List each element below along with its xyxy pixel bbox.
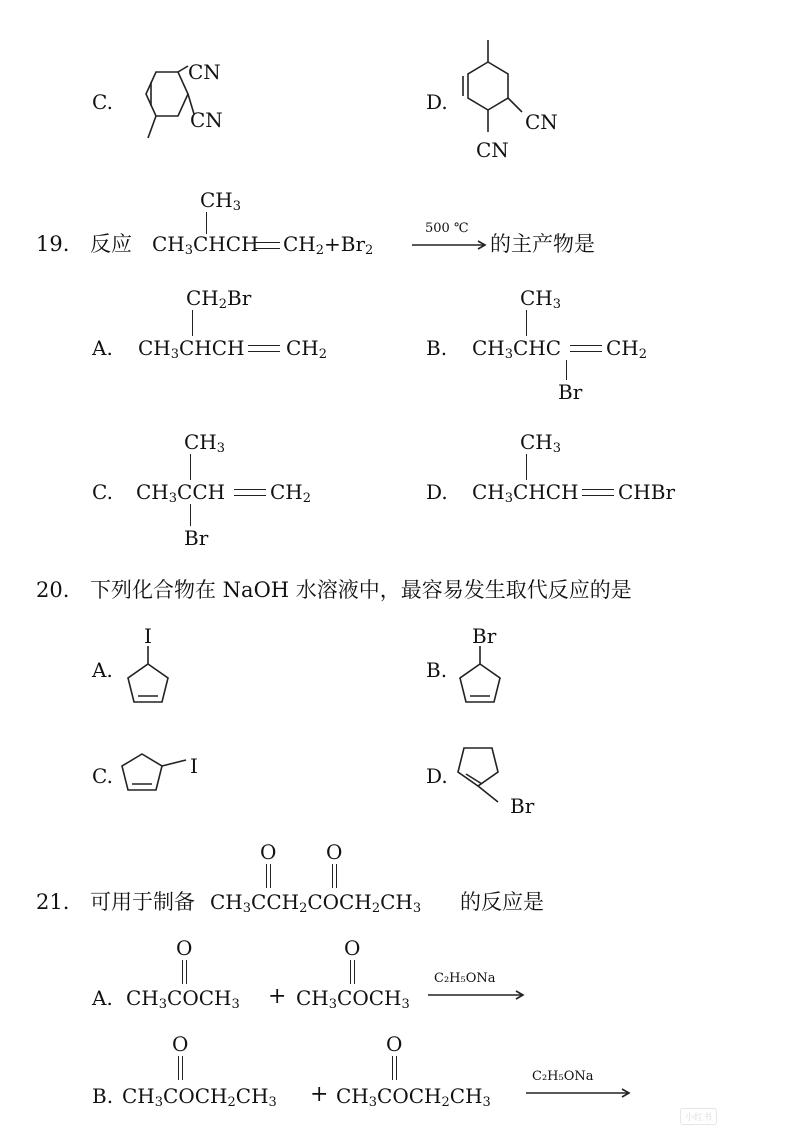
q21-b-catalyst: C₂H₅ONa (532, 1069, 594, 1084)
q19-d-double-bond (582, 489, 614, 496)
q19-c-methyl: $CH_3$ (184, 430, 226, 456)
q21-b-co-bond-1 (178, 1056, 183, 1080)
q21-a-oxygen-2: O (344, 936, 361, 960)
q19-option-c-label: C. (92, 480, 113, 504)
q21-b-arrow (526, 1088, 636, 1100)
q19-b-methyl: $CH_3$ (520, 286, 562, 312)
q19-c-bond-bottom (190, 504, 191, 526)
q21-a-plus: + (268, 984, 287, 1009)
q18-option-d-label: D. (426, 90, 448, 114)
q20-option-a-ring (118, 644, 188, 714)
q20-option-b-ring (450, 644, 520, 714)
q21-oxygen-2: O (326, 840, 343, 864)
q20-b-bromo: Br (472, 624, 497, 648)
q21-a-co-bond-1 (182, 960, 187, 984)
q20-option-d-label: D. (426, 764, 448, 788)
q20-c-iodo: I (190, 754, 198, 778)
q19-d-methyl: $CH_3$ (520, 430, 562, 456)
q21-option-a-label: A. (92, 986, 113, 1010)
q20-option-c-label: C. (92, 764, 113, 788)
q19-a-chain: $CH_3CHCH$ (138, 336, 245, 362)
q19-arrow-condition: 500 ℃ (425, 221, 469, 236)
q19-a-substituent: $CH_2Br$ (186, 286, 252, 312)
q18-c-cn-top: CN (188, 60, 221, 84)
q19-reactant-formula: $CH_3CHCH$ (152, 232, 259, 258)
q19-d-chain: $CH_3CHCH$ (472, 480, 579, 506)
q19-a-bond (192, 310, 193, 336)
q19-a-chain-end: $CH_2$ (286, 336, 328, 362)
q19-c-double-bond (234, 489, 266, 496)
q19-bond-vertical (206, 212, 207, 234)
q19-c-chain-end: $CH_2$ (270, 480, 312, 506)
q19-c-bromo: Br (184, 526, 209, 550)
q21-a-co-bond-2 (350, 960, 355, 984)
q21-a-oxygen-1: O (176, 936, 193, 960)
q18-d-cn-right: CN (525, 110, 558, 134)
q20-option-b-label: B. (426, 658, 448, 682)
q21-target-formula: $CH_3CCH_2COCH_2CH_3$ (210, 890, 422, 916)
q21-b-plus: + (310, 1082, 329, 1107)
q21-co-bond-2 (332, 864, 337, 888)
q20-option-a-label: A. (92, 658, 113, 682)
q21-b-co-bond-2 (392, 1056, 397, 1080)
q20-d-bromo: Br (510, 794, 535, 818)
q21-b-reactant-2: $CH_3COCH_2CH_3$ (336, 1084, 491, 1110)
q19-reactant-end: $CH_2+Br_2$ (283, 232, 374, 258)
q21-number: 21. (36, 890, 70, 914)
q20-number: 20. (36, 578, 70, 602)
watermark-badge: 小红书 (680, 1108, 717, 1125)
q19-option-b-label: B. (426, 336, 448, 360)
q21-a-arrow (428, 990, 528, 1002)
q19-c-chain: $CH_3CCH$ (136, 480, 226, 506)
q21-a-catalyst: C₂H₅ONa (434, 971, 496, 986)
q19-methyl-top: $CH_3$ (200, 188, 242, 214)
q21-oxygen-1: O (260, 840, 277, 864)
q20-text: 下列化合物在 NaOH 水溶液中，最容易发生取代反应的是 (90, 578, 632, 602)
q19-b-bond-top (526, 310, 527, 336)
q18-c-cn-bottom: CN (190, 108, 223, 132)
q21-b-oxygen-1: O (172, 1032, 189, 1056)
q19-d-bond-top (526, 454, 527, 480)
q19-double-bond (254, 242, 280, 249)
q21-lead: 可用于制备 (90, 890, 195, 914)
q21-co-bond-1 (266, 864, 271, 888)
q21-b-oxygen-2: O (386, 1032, 403, 1056)
q21-a-reactant-1: $CH_3COCH_3$ (126, 986, 240, 1012)
q19-reaction-arrow (412, 240, 492, 252)
q18-d-cn-bottom: CN (476, 138, 509, 162)
q21-a-reactant-2: $CH_3COCH_3$ (296, 986, 410, 1012)
q21-option-b-label: B. (92, 1084, 114, 1108)
q20-a-iodo: I (144, 624, 152, 648)
q19-d-chain-end: CHBr (618, 480, 676, 504)
q19-b-chain: $CH_3CHC$ (472, 336, 562, 362)
q19-b-bromo: Br (558, 380, 583, 404)
q21-tail: 的反应是 (460, 890, 544, 914)
q18-option-c-label: C. (92, 90, 113, 114)
q21-b-reactant-1: $CH_3COCH_2CH_3$ (122, 1084, 277, 1110)
q19-c-bond-top (190, 454, 191, 480)
q19-b-bond-bottom (566, 360, 567, 380)
q19-option-d-label: D. (426, 480, 448, 504)
q19-option-a-label: A. (92, 336, 113, 360)
q19-tail: 的主产物是 (490, 232, 595, 256)
q19-lead: 反应 (90, 232, 132, 256)
q19-number: 19. (36, 232, 70, 256)
q19-b-chain-end: $CH_2$ (606, 336, 648, 362)
q19-a-double-bond (248, 345, 280, 352)
q19-b-double-bond (570, 345, 602, 352)
